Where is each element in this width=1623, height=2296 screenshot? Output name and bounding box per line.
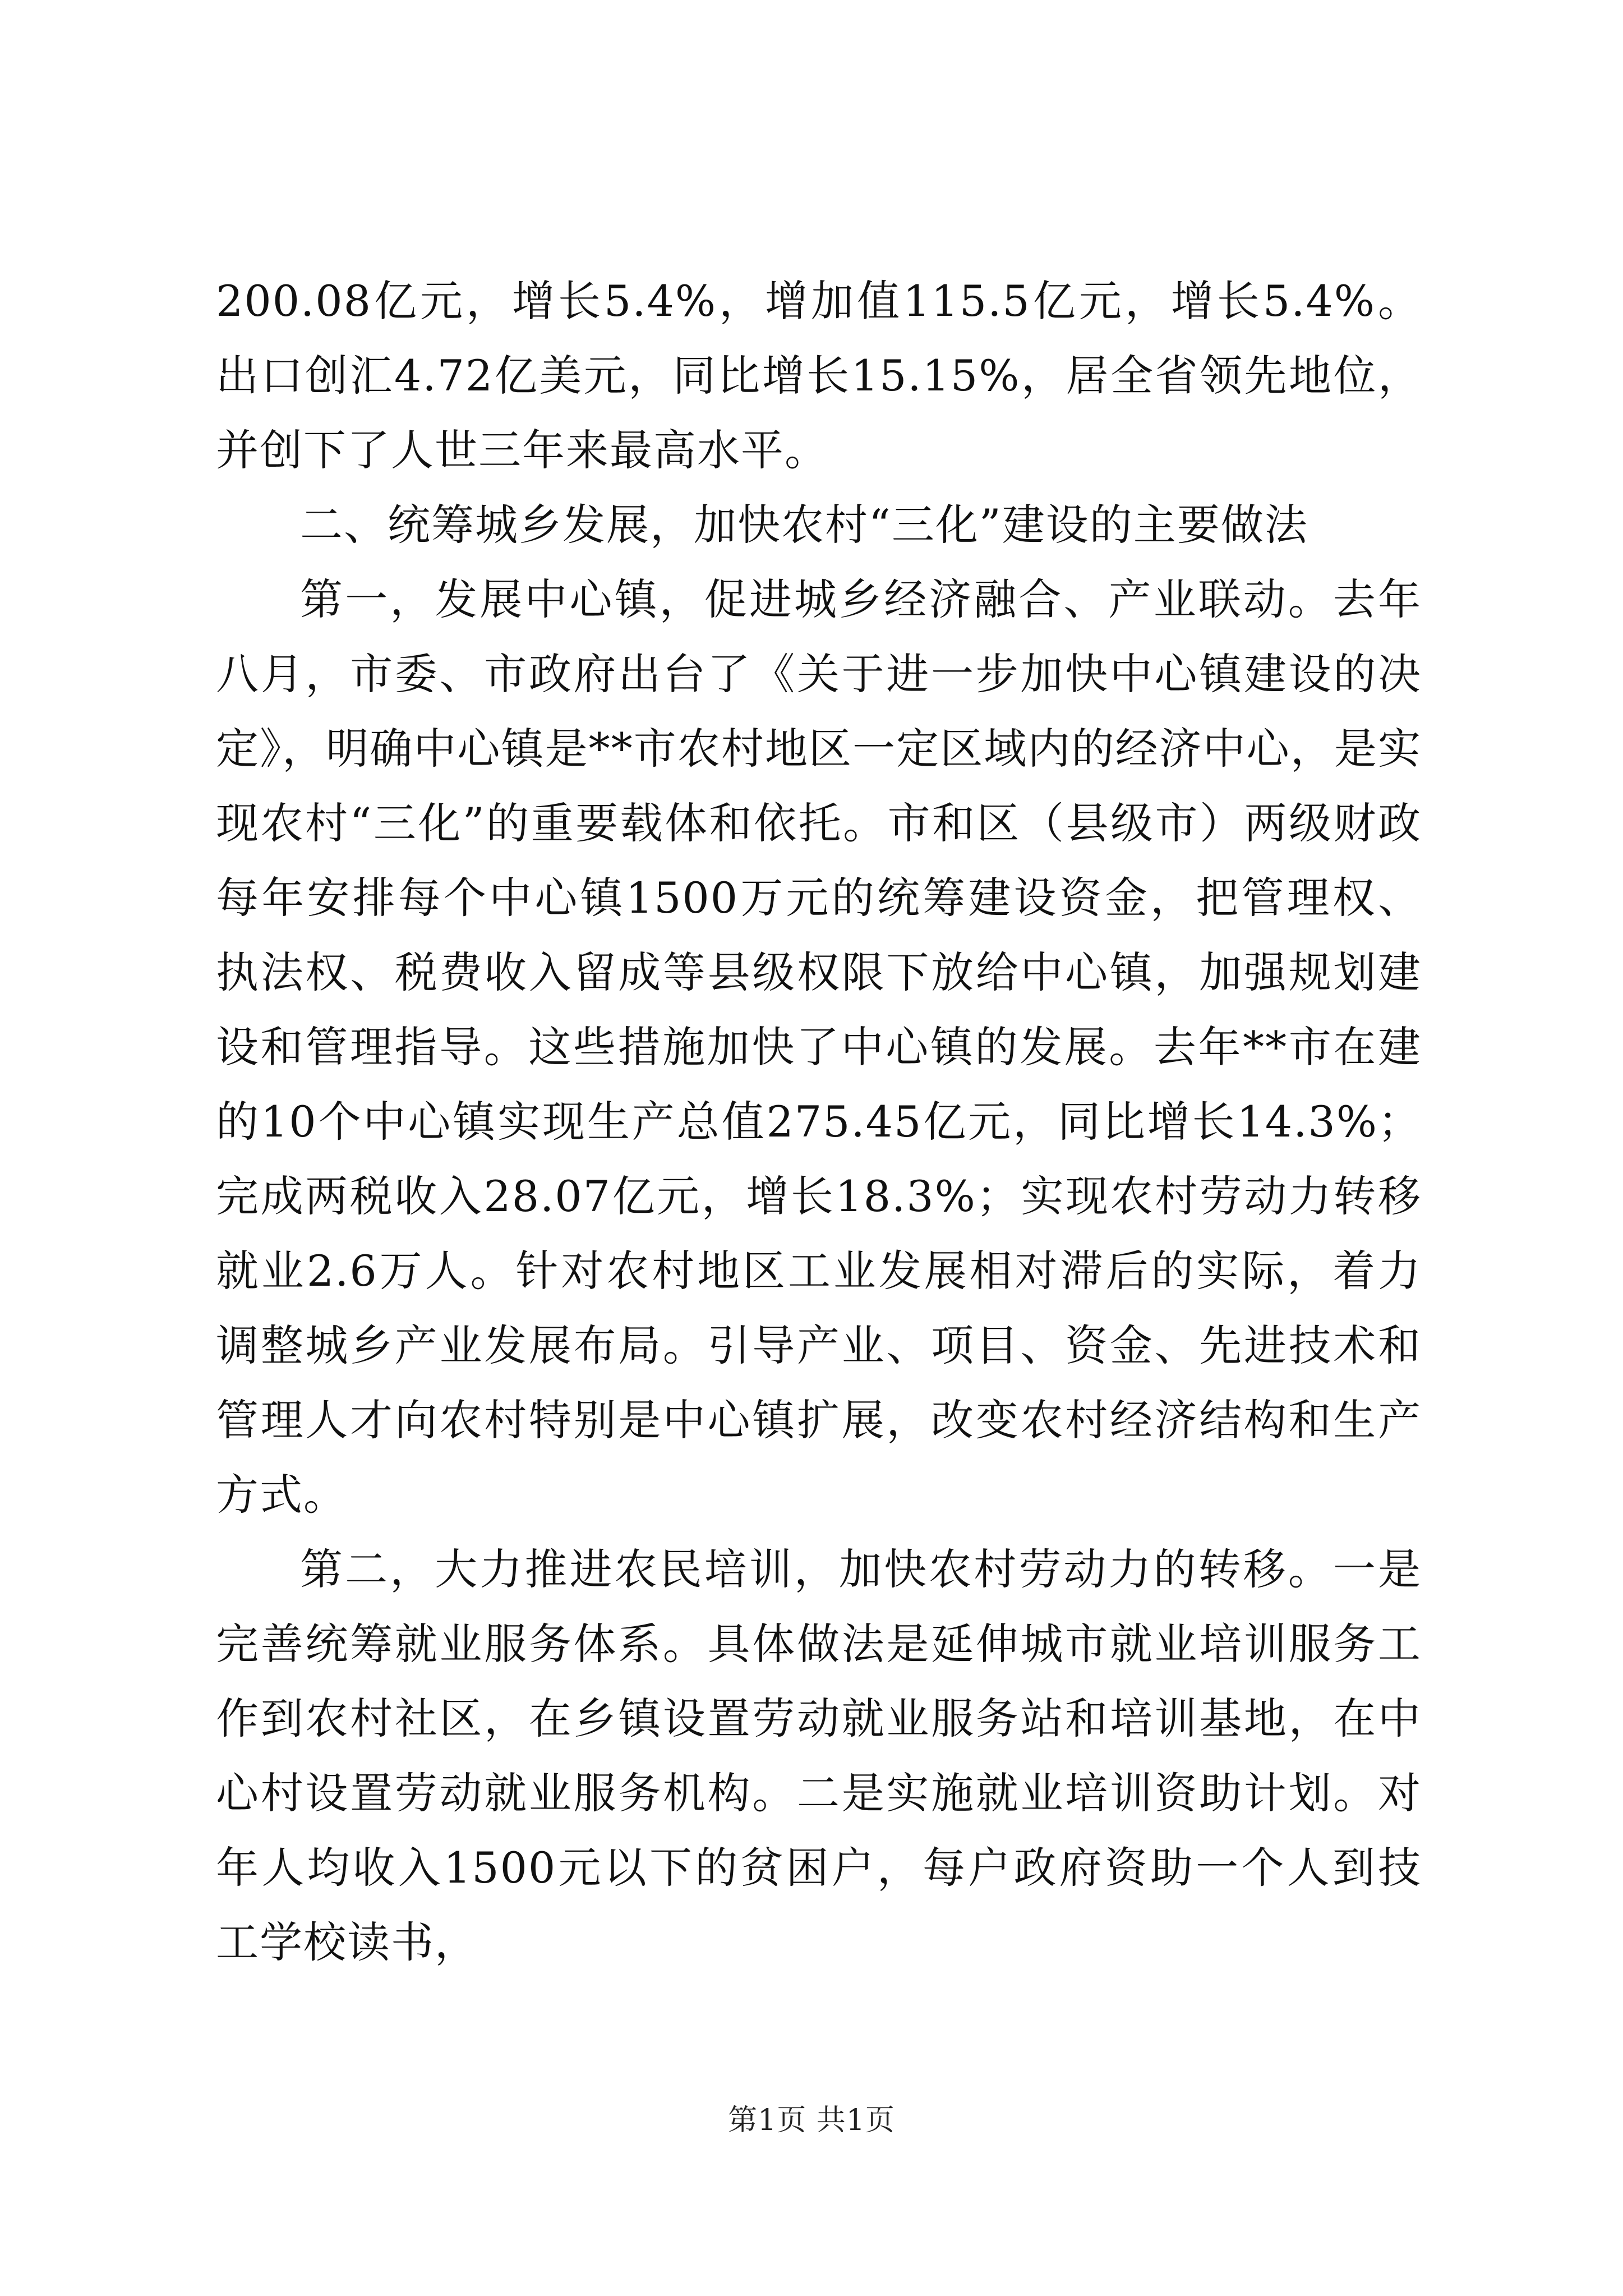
paragraph-first-measure: 第一，发展中心镇，促进城乡经济融合、产业联动。去年八月，市委、市政府出台了《关于进一步加快中心镇建设的决定》，明确中心镇是**市农村地区一定区域内的经济中心，是实现农村“三化”的重要载体和依托。市和区（县级市）两级财政每年安排每个中心镇1500万元的统筹建设资金，把管理权、执法权、税费收入留成等县级权限下放给中心镇，加强规划建设和管理指导。这些措施加快了中心镇的发展。去年**市在建的10个中心镇实现生产总值275.45亿元，同比增长14.3%；完成两税收入28.07亿元，增长18.3%；实现农村劳动力转移就业2.6万人。针对农村地区工业发展相对滞后的实际，着力调整城乡产业发展布局。引导产业、项目、资金、先进技术和管理人才向农村特别是中心镇扩展，改变农村经济结构和生产方式。 bbox=[216, 574, 1422, 1520]
section-heading: 二、统筹城乡发展，加快农村“三化”建设的主要做法 bbox=[300, 500, 1308, 550]
paragraph-second-measure: 第二，大力推进农民培训，加快农村劳动力的转移。一是完善统筹就业服务体系。具体做法是延伸城市就业培训服务工作到农村社区，在乡镇设置劳动就业服务站和培训基地，在中心村设置劳动就业服务机构。二是实施就业培训资助计划。对年人均收入1500元以下的贫困户，每户政府资助一个人到技工学校读书， bbox=[216, 1544, 1422, 1967]
document-body bbox=[216, 264, 1422, 1980]
page-number-footer: 第1页 共1页 bbox=[728, 2104, 895, 2137]
paragraph-continuation: 200.08亿元，增长5.4%，增加值115.5亿元，增长5.4%。出口创汇4.72亿美元，同比增长15.15%，居全省领先地位，并创下了人世三年来最高水平。 bbox=[216, 276, 1422, 475]
